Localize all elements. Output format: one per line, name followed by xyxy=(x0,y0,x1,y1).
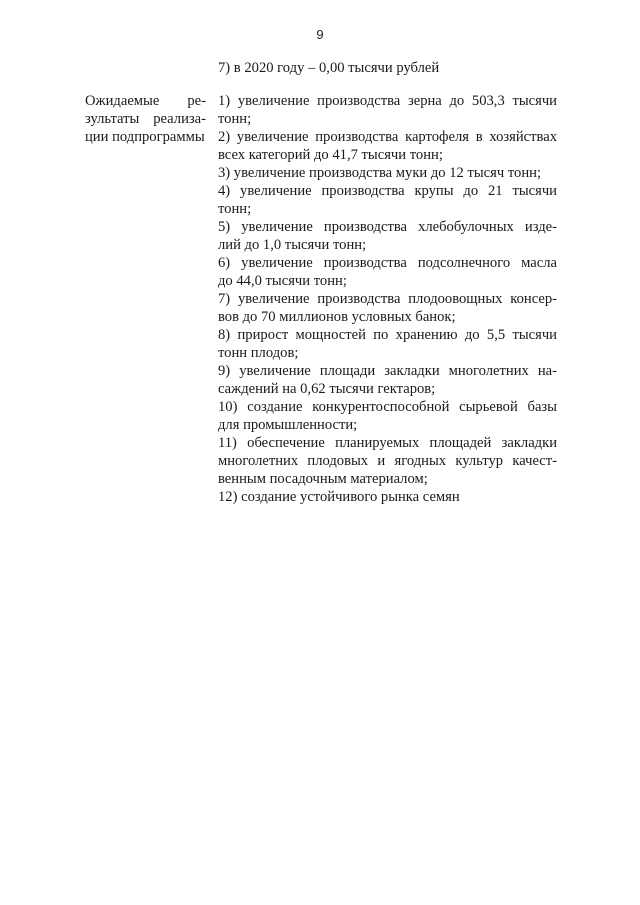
heading-line: Ожидаемые ре- xyxy=(85,93,206,109)
result-line: 7) увеличение производства плодоовощных консер- xyxy=(218,291,557,307)
result-line: тонн; xyxy=(218,201,252,217)
result-line: 4) увеличение производства крупы до 21 тысячи xyxy=(218,183,557,199)
result-line: тонн; xyxy=(218,111,252,127)
expected-results-list xyxy=(218,92,557,506)
result-line: 11) обеспечение планируемых площадей закладки xyxy=(218,435,557,451)
result-line: 12) создание устойчивого рынка семян xyxy=(218,489,460,505)
heading-line: зультаты реализа- xyxy=(85,111,206,127)
expected-results-heading xyxy=(85,92,206,146)
result-line: 6) увеличение производства подсолнечного масла xyxy=(218,255,557,271)
result-line: тонн плодов; xyxy=(218,345,299,361)
result-line: до 44,0 тысячи тонн; xyxy=(218,273,347,289)
funding-2020-line: 7) в 2020 году – 0,00 тысячи рублей xyxy=(218,60,440,76)
result-line: вов до 70 миллионов условных банок; xyxy=(218,309,456,325)
result-line: саждений на 0,62 тысячи гектаров; xyxy=(218,381,436,397)
result-line: венным посадочным материалом; xyxy=(218,471,428,487)
result-line: многолетних плодовых и ягодных культур качест- xyxy=(218,453,557,469)
heading-line: ции подпрограммы xyxy=(85,129,205,145)
result-line: 3) увеличение производства муки до 12 тысяч тонн; xyxy=(218,165,542,181)
result-line: всех категорий до 41,7 тысячи тонн; xyxy=(218,147,443,163)
result-line: 5) увеличение производства хлебобулочных изде- xyxy=(218,219,557,235)
result-line: 2) увеличение производства картофеля в хозяйствах xyxy=(218,129,557,145)
result-line: лий до 1,0 тысячи тонн; xyxy=(218,237,367,253)
result-line: 9) увеличение площади закладки многолетних на- xyxy=(218,363,557,379)
page-number: 9 xyxy=(316,27,324,42)
result-line: 1) увеличение производства зерна до 503,3 тысячи xyxy=(218,93,557,109)
result-line: 10) создание конкурентоспособной сырьевой базы xyxy=(218,399,557,415)
result-line: 8) прирост мощностей по хранению до 5,5 тысячи xyxy=(218,327,557,343)
result-line: для промышленности; xyxy=(218,417,358,433)
